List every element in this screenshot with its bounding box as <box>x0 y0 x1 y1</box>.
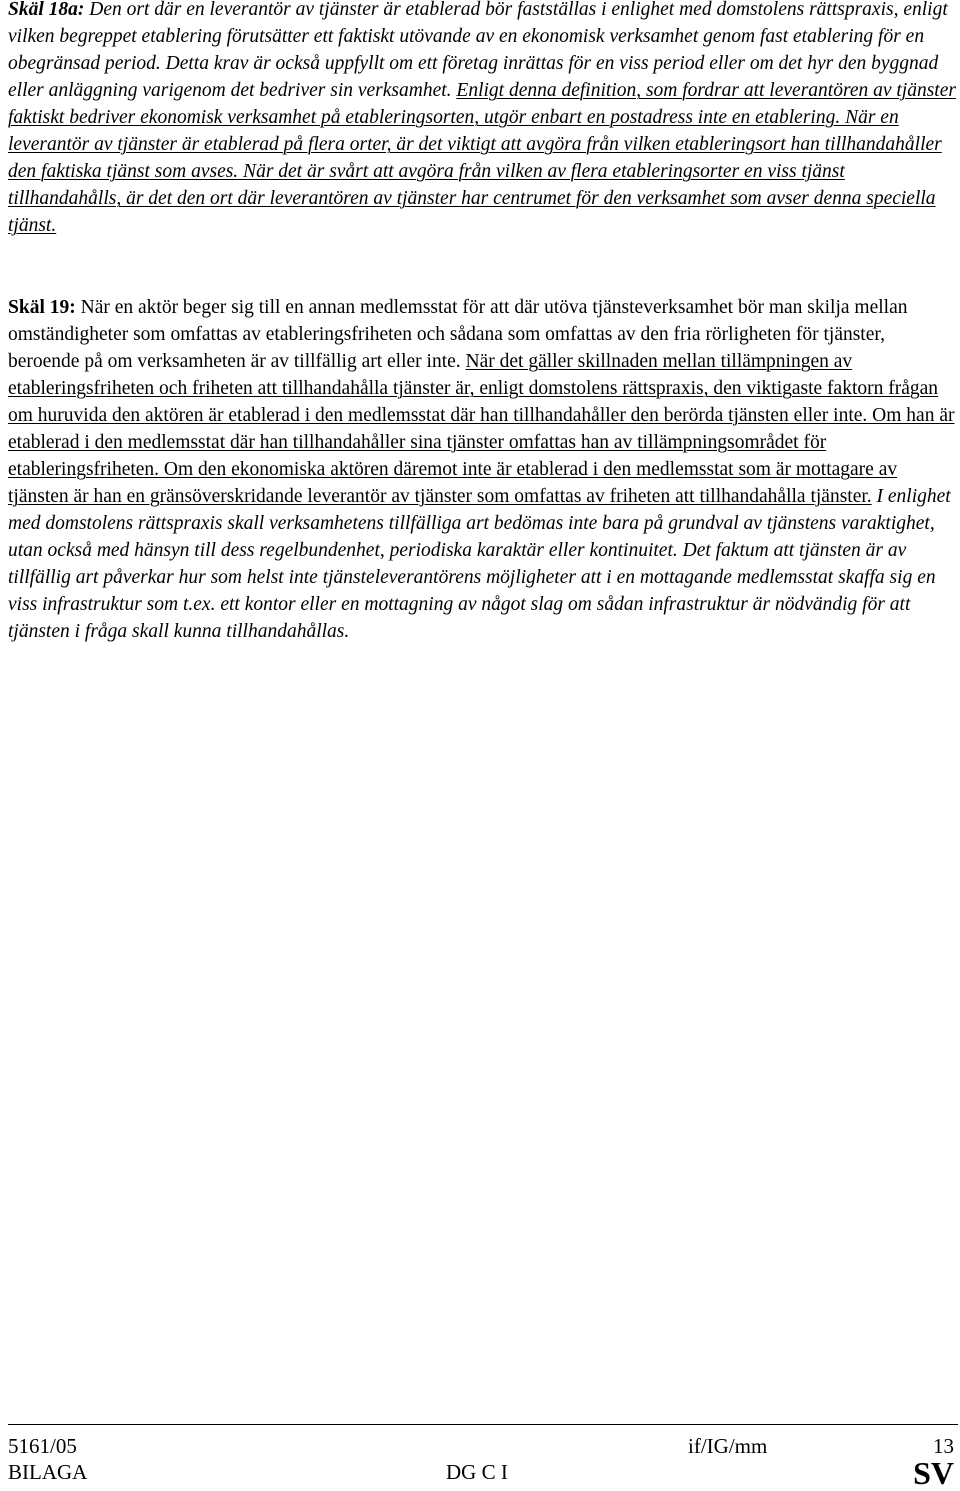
directorate-label: DG C I <box>446 1460 508 1484</box>
annex-label: BILAGA <box>8 1460 88 1484</box>
paragraph-skal-19 <box>8 294 958 645</box>
document-number: 5161/05 <box>8 1434 77 1458</box>
skal-18a-label: Skäl 18a: <box>8 0 85 20</box>
footer-divider <box>8 1424 958 1425</box>
page-number: 13 <box>933 1434 954 1458</box>
skal-19-label: Skäl 19: <box>8 297 76 318</box>
skal-19-underlined-text: När det gäller skillnaden mellan tillämpningen av etableringsfriheten och friheten att tillhandahålla tjänster är, enligt domstolens rättspraxis, den viktigaste faktorn frågan om huruvida den aktören är etablerad i den medlemsstat där han tillhandahåller den berörda tjänsten eller inte. Om han är etablerad i den medlemsstat där han tillhandahåller sina tjänster omfattas han av tillämpningsområdet för etableringsfriheten. Om den ekonomiska aktören däremot inte är etablerad i den medlemsstat som är mottagare av tjänsten är han en gränsöverskridande leverantör av tjänster som omfattas av friheten att tillhandahålla tjänster. <box>8 351 955 507</box>
author-initials: if/IG/mm <box>688 1434 768 1458</box>
skal-19-text: När en aktör beger sig till en annan medlemsstat för att där utöva tjänsteverksamhet bör man skilja mellan omständigheter som omfattas av etableringsfriheten och sådana som omfattas av den fria rörligheten för tjänster, beroende på om verksamheten är av tillfällig art eller inte. <box>8 297 908 372</box>
skal-18a-underlined-text: Enligt denna definition, som fordrar att leverantören av tjänster faktiskt bedriver ekonomisk verksamhet på etableringsorten, utgör enbart en postadress inte en etablering. När en leverantör av tjänster är etablerad på flera orter, är det viktigt att avgöra från vilken etableringsort han tillhandahåller den faktiska tjänst som avses. När det är svårt att avgöra från vilken av flera etableringsorter en viss tjänst tillhandahålls, är det den ort där leverantören av tjänster har centrumet för den verksamhet som avser denna speciella tjänst. <box>8 80 956 236</box>
skal-18a-text: Den ort där en leverantör av tjänster är etablerad bör fastställas i enlighet med domstolens rättspraxis, enligt vilken begreppet etablering förutsätter ett faktiskt utövande av en ekonomisk verksamhet genom fast etablering för en obegränsad period. Detta krav är också uppfyllt om ett företag inrättas för en viss period eller om det hyr den byggnad eller anläggning varigenom det bedriver sin verksamhet. <box>8 0 948 101</box>
skal-19-italic-text: I enlighet med domstolens rättspraxis skall verksamhetens tillfälliga art bedömas inte bara på grundval av tjänstens varaktighet, utan också med hänsyn till dess regelbundenhet, periodiska karaktär eller kontinuitet. Det faktum att tjänsten är av tillfällig art påverkar hur som helst inte tjänsteleverantörens möjligheter att i en mottagande medlemsstat skaffa sig en viss infrastruktur som t.ex. ett kontor eller en mottagning av något slag om sådan infrastruktur är nödvändig för att tjänsten i fråga skall kunna tillhandahållas. <box>8 486 951 642</box>
paragraph-skal-18a <box>8 0 958 239</box>
language-code: SV <box>913 1455 954 1491</box>
